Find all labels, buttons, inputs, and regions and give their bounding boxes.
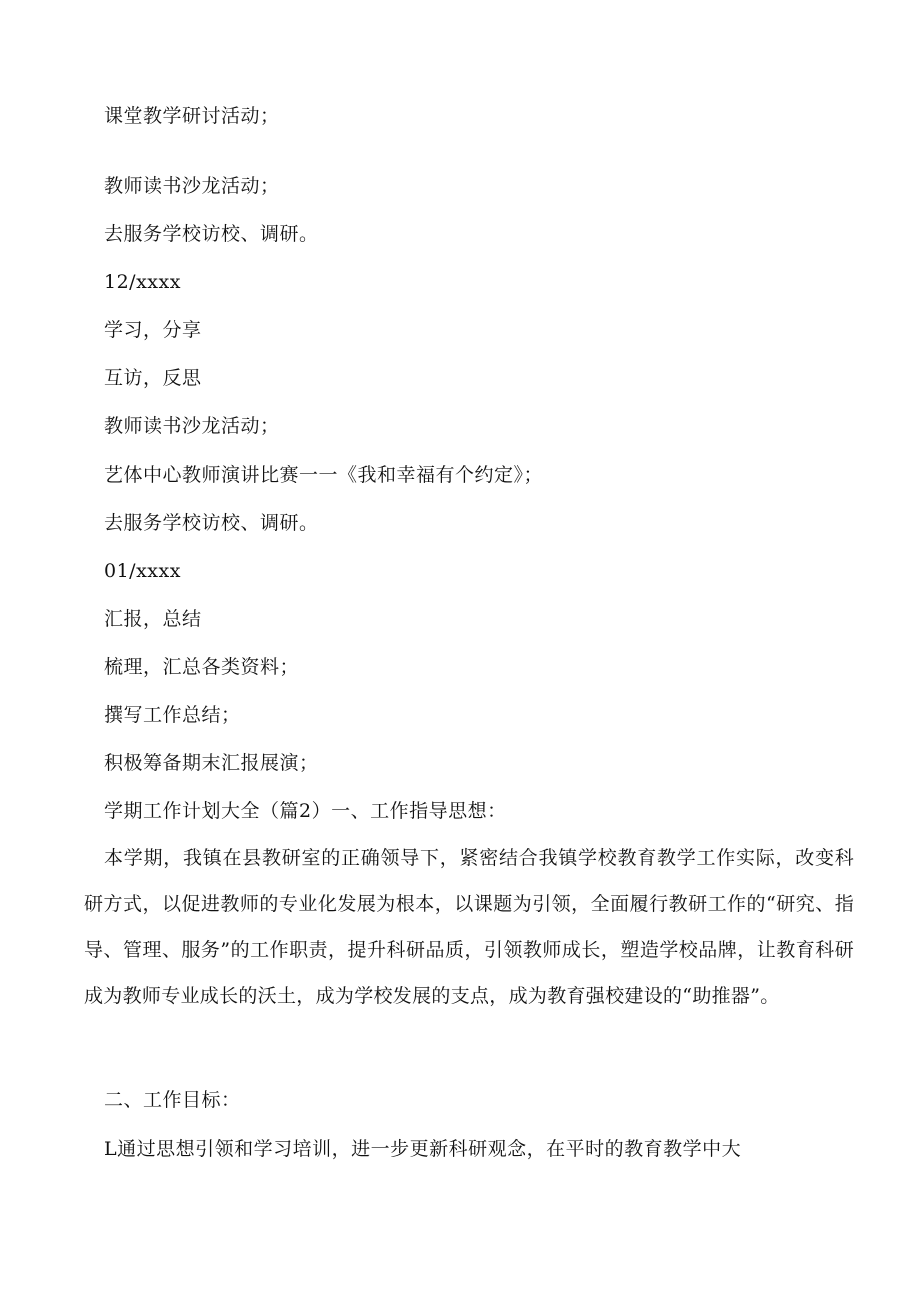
text-line: 学习，分享 [104,319,202,341]
text-line: 去服务学校访校、调研。 [104,223,319,245]
text-line: 课堂教学研讨活动； [104,105,280,127]
text-line: 互访，反思 [104,367,202,389]
section-heading: 二、工作目标： [104,1089,241,1111]
text-line: 积极筹备期末汇报展演； [104,752,319,774]
text-line: 教师读书沙龙活动； [104,415,280,437]
text-line: 01/xxxx [104,560,181,582]
text-line: 去服务学校访校、调研。 [104,512,319,534]
body-paragraph: 本学期，我镇在县教研室的正确领导下，紧密结合我镇学校教育教学工作实际，改变科研方式，以促进教师的专业化发展为根本，以课题为引领，全面履行教研工作的“研究、指导、管理、服务”的工作职责，提升科研品质，引领教师成长，塑造学校品牌，让教育科研成为教师专业成长的沃土，成为学校发展的支点，成为教育强校建设的“助推器”。 [84,847,854,1007]
text-line: 学期工作计划大全（篇2）一、工作指导思想： [104,800,507,822]
text-line: 12/xxxx [104,271,181,293]
text-line: 撰写工作总结； [104,704,241,726]
text-line: 汇报，总结 [104,608,202,630]
text-line: L通过思想引领和学习培训，进一步更新科研观念，在平时的教育教学中大 [104,1138,742,1160]
text-line: 艺体中心教师演讲比赛一一《我和幸福有个约定》； [104,464,544,486]
text-line: 梳理，汇总各类资料； [104,656,300,678]
text-line: 教师读书沙龙活动； [104,175,280,197]
